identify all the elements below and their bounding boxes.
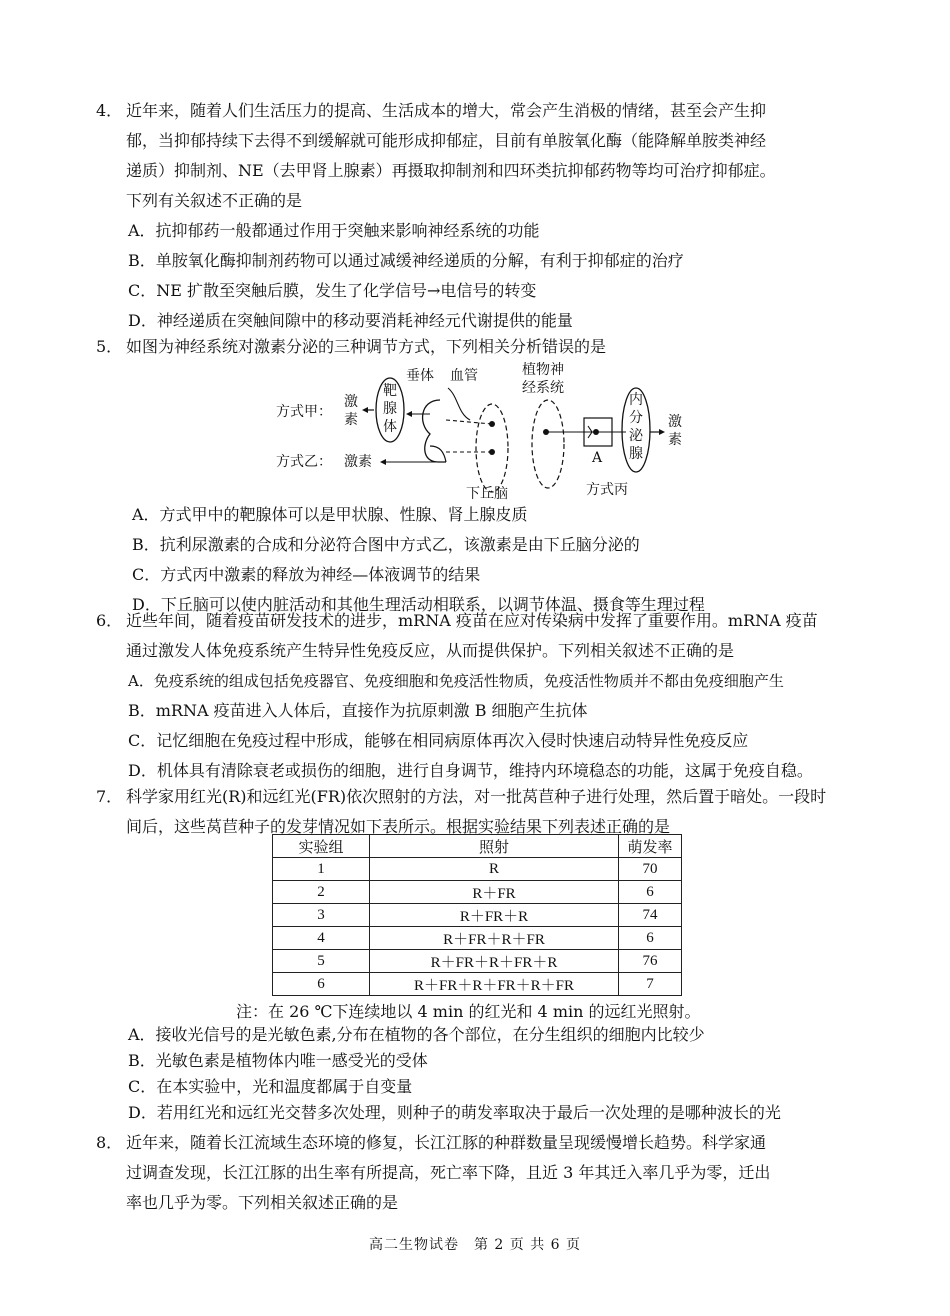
label-xiaqiunao: 下丘脑 xyxy=(466,486,508,502)
question-5-options xyxy=(96,500,866,620)
germination-table xyxy=(272,834,682,996)
question-6-stem-line-2: 通过激发人体免疫系统产生特异性免疫反应，从而提供保护。下列相关叙述不正确的是 xyxy=(126,641,735,660)
arrowhead xyxy=(406,411,412,417)
blood-vessel xyxy=(448,388,470,420)
question-7-options xyxy=(96,1022,866,1126)
question-4-option-a: A．抗抑郁药一般都通过作用于突触来影响神经系统的功能 xyxy=(128,221,540,240)
question-7-option-d: D．若用红光和远红光交替多次处理，则种子的萌发率取决于最后一次处理的是哪种波长的光 xyxy=(128,1103,781,1122)
pituitary-inner xyxy=(430,446,446,462)
question-4-stem-line-4: 下列有关叙述不正确的是 xyxy=(126,191,303,210)
label-nf-4: 腺 xyxy=(629,446,643,462)
hormone-regulation-diagram xyxy=(270,362,710,504)
label-fangshi-yi: 方式乙： xyxy=(276,454,332,470)
label-nf-1: 内 xyxy=(629,392,643,408)
question-6-stem-line-1: 6． 近些年间，随着疫苗研发技术的进步，mRNA 疫苗在应对传染病中发挥了重要作用。mRNA 疫苗 xyxy=(96,611,818,630)
question-6-option-b: B．mRNA 疫苗进入人体后，直接作为抗原刺激 B 细胞产生抗体 xyxy=(128,701,588,720)
table-row: 2 R＋FR 6 xyxy=(273,881,682,904)
page-footer: 高二生物试卷 第 2 页 共 6 页 xyxy=(368,1237,582,1253)
label-jisu-3-b: 素 xyxy=(668,432,682,448)
table-header: 实验组 xyxy=(273,835,370,858)
table-note: 注：在 26 ℃下连续地以 4 min 的红光和 4 min 的远红光照射。 xyxy=(236,1002,701,1021)
question-8 xyxy=(96,1128,866,1218)
question-6-option-a: A．免疫系统的组成包括免疫器官、免疫细胞和免疫活性物质，免疫活性物质并不都由免疫细胞产生 xyxy=(128,672,784,690)
label-nf-2: 分 xyxy=(629,410,643,426)
question-5-option-b: B．抗利尿激素的合成和分泌符合图中方式乙，该激素是由下丘脑分泌的 xyxy=(132,535,640,554)
label-jisu-3-a: 激 xyxy=(668,414,682,430)
table-header-row xyxy=(273,835,682,858)
question-8-stem-line-2: 过调查发现，长江江豚的出生率有所提高，死亡率下降，且近 3 年其迁入率几乎为零，迁出 xyxy=(126,1163,771,1182)
arrowhead xyxy=(659,429,665,435)
label-zhiwu-line2: 经系统 xyxy=(522,380,564,396)
hypothalamus-ellipse xyxy=(476,404,508,492)
question-number: 4． xyxy=(96,101,123,120)
question-5-option-c: C．方式丙中激素的释放为神经—体液调节的结果 xyxy=(132,565,481,584)
table-row: 5 R＋FR＋R＋FR＋R 76 xyxy=(273,950,682,973)
question-5-stem: 5． 如图为神经系统对激素分泌的三种调节方式，下列相关分析错误的是 xyxy=(96,337,607,356)
question-4-stem-line-3: 递质）抑制剂、NE（去甲肾上腺素）再摄取抑制剂和四环类抗抑郁药物等均可治疗抑郁症。 xyxy=(126,161,776,180)
question-5-option-a: A．方式甲中的靶腺体可以是甲状腺、性腺、肾上腺皮质 xyxy=(132,505,528,524)
label-A: A xyxy=(592,450,603,466)
question-5-option-d: D．下丘脑可以使内脏活动和其他生理活动相联系，以调节体温、摄食等生理过程 xyxy=(132,595,705,614)
question-8-stem-line-1: 8． 近年来，随着长江流域生态环境的修复，长江江豚的种群数量呈现缓慢增长趋势。科学家通 xyxy=(96,1133,767,1152)
table-row: 6 R＋FR＋R＋FR＋R＋FR 7 xyxy=(273,973,682,996)
label-fangshi-jia: 方式甲： xyxy=(276,404,332,420)
label-jisu-1-b: 素 xyxy=(344,412,358,428)
arrowhead xyxy=(380,459,386,465)
question-6 xyxy=(96,606,866,786)
question-7-option-c: C．在本实验中，光和温度都属于自变量 xyxy=(128,1077,413,1096)
question-4-stem-line-2: 郁，当抑郁持续下去得不到缓解就可能形成抑郁症，目前有单胺氧化酶（能降解单胺类神经 xyxy=(126,131,767,150)
label-xueguan: 血管 xyxy=(450,368,478,384)
question-7-stem-line-2: 间后，这些莴苣种子的发芽情况如下表所示。根据实验结果下列表述正确的是 xyxy=(126,817,671,836)
label-chuiti: 垂体 xyxy=(406,368,434,384)
label-zhiwu-line1: 植物神 xyxy=(522,362,564,378)
question-7-option-b: B．光敏色素是植物体内唯一感受光的受体 xyxy=(128,1051,428,1070)
plant-nerve-ellipse xyxy=(532,400,564,488)
dashed-axon-1 xyxy=(446,420,492,424)
question-4-option-b: B．单胺氧化酶抑制剂药物可以通过减缓神经递质的分解，有利于抑郁症的治疗 xyxy=(128,251,684,270)
question-7-option-a: A．接收光信号的是光敏色素,分布在植物的各个部位，在分生组织的细胞内比较少 xyxy=(128,1025,705,1044)
question-4 xyxy=(96,96,866,336)
neuron-dot xyxy=(489,421,495,427)
table-row: 1 R 70 xyxy=(273,858,682,881)
table-row: 4 R＋FR＋R＋FR 6 xyxy=(273,927,682,950)
neuron-dot xyxy=(489,449,495,455)
label-ba-3: 体 xyxy=(383,419,397,435)
table-header: 照射 xyxy=(370,835,619,858)
label-ba-1: 靶 xyxy=(383,383,397,399)
arrowhead xyxy=(362,407,368,413)
question-8-stem-line-3: 率也几乎为零。下列相关叙述正确的是 xyxy=(126,1193,399,1212)
question-5 xyxy=(96,332,866,362)
question-4-option-c: C．NE 扩散至突触后膜，发生了化学信号→电信号的转变 xyxy=(128,281,537,300)
label-nf-3: 泌 xyxy=(629,428,643,444)
question-7-stem-line-1: 7． 科学家用红光(R)和远红光(FR)依次照射的方法，对一批莴苣种子进行处理，然后置于暗处。一段时 xyxy=(96,787,827,806)
question-4-option-d: D．神经递质在突触间隙中的移动要消耗神经元代谢提供的能量 xyxy=(128,311,573,330)
table-row: 3 R＋FR＋R 74 xyxy=(273,904,682,927)
question-7 xyxy=(96,782,866,842)
table-header: 萌发率 xyxy=(619,835,682,858)
question-6-option-d: D．机体具有清除衰老或损伤的细胞，进行自身调节，维持内环境稳态的功能，这属于免疫自稳。 xyxy=(128,761,813,780)
label-jisu-2: 激素 xyxy=(344,454,372,470)
label-fangshi-bing: 方式丙 xyxy=(586,482,628,498)
label-ba-2: 腺 xyxy=(383,401,397,417)
question-6-option-c: C．记忆细胞在免疫过程中形成，能够在相同病原体再次入侵时快速启动特异性免疫反应 xyxy=(128,731,749,750)
label-jisu-1-a: 激 xyxy=(344,394,358,410)
question-4-stem-line-1: 4． 近年来，随着人们生活压力的提高、生活成本的增大，常会产生消极的情绪，甚至会产生抑 xyxy=(96,96,866,126)
